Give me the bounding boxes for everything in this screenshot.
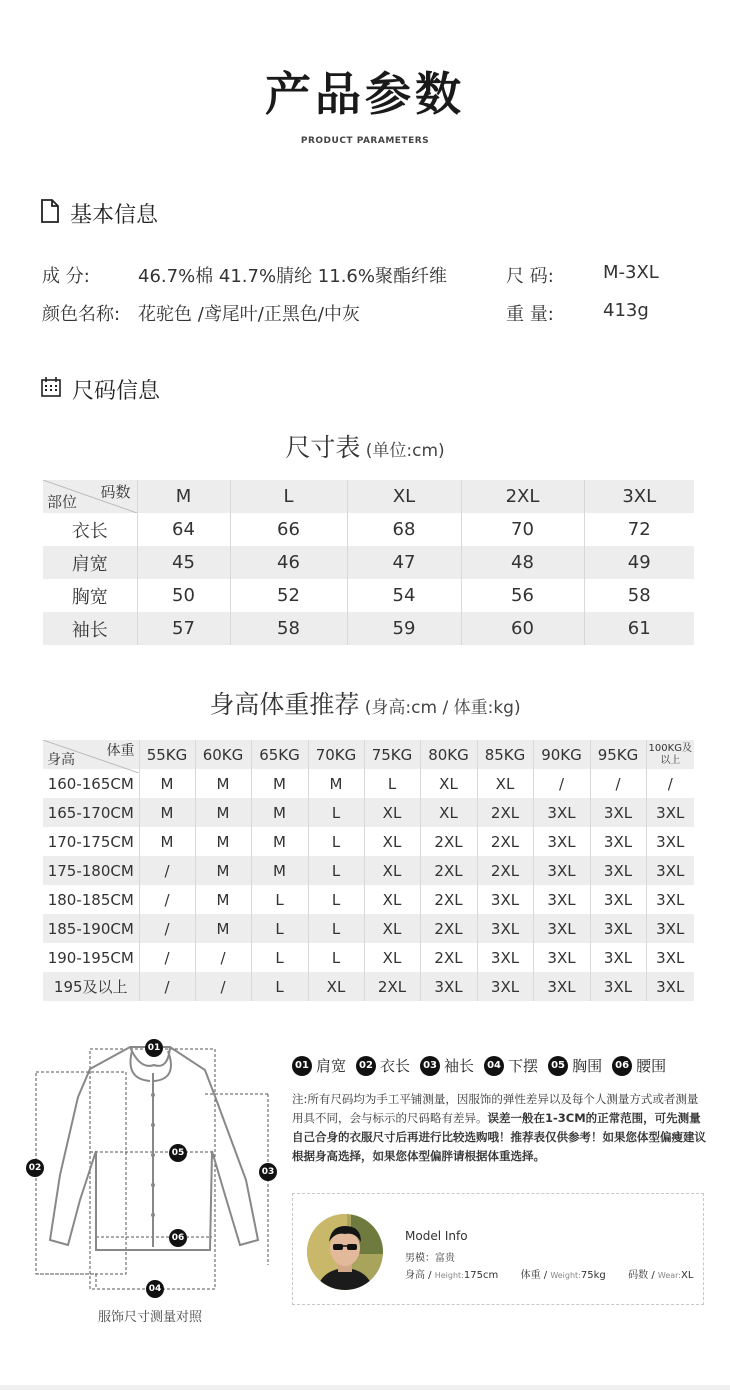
size-col-header: 3XL <box>584 480 694 513</box>
recommend-cell: 3XL <box>533 972 590 1001</box>
model-height-label: 身高 / <box>405 1270 435 1281</box>
recommend-cell: L <box>308 914 364 943</box>
recommend-cell: XL <box>364 856 420 885</box>
recommend-cell: M <box>251 856 308 885</box>
model-weight: 75kg <box>580 1270 606 1281</box>
recommend-cell: 2XL <box>477 856 533 885</box>
size-cell: 46 <box>230 546 347 579</box>
legend-item <box>484 1055 538 1076</box>
recommend-cell: L <box>251 943 308 972</box>
recommend-cell: XL <box>364 885 420 914</box>
size-info-heading <box>40 374 160 405</box>
recommend-cell: M <box>195 885 251 914</box>
recommend-cell: XL <box>477 769 533 798</box>
marker-04: 04 <box>146 1280 164 1298</box>
table-row <box>43 972 694 1001</box>
color-label: 颜色名称: <box>42 304 121 325</box>
recommend-cell: / <box>533 769 590 798</box>
recommend-cell: 3XL <box>477 972 533 1001</box>
weight-col-header: 85KG <box>477 740 533 769</box>
recommend-cell: / <box>139 856 195 885</box>
note-normal: 注:所有尺码均为手工平铺测量，因服饰的弹性差异以及每个人测量方式或者测量用具不同，会与标示的尺码略有差异。 <box>292 1092 699 1125</box>
recommend-cell: 3XL <box>646 914 694 943</box>
recommend-cell: 2XL <box>477 827 533 856</box>
marker-06: 06 <box>169 1229 187 1247</box>
marker-05: 05 <box>169 1144 187 1162</box>
table-row <box>43 914 694 943</box>
recommend-cell: 3XL <box>590 856 646 885</box>
recommend-cell: 3XL <box>646 972 694 1001</box>
recommend-cell: L <box>364 769 420 798</box>
recommend-cell: 3XL <box>420 972 477 1001</box>
recommend-cell: XL <box>364 943 420 972</box>
recommend-cell: 3XL <box>590 943 646 972</box>
garment-diagram <box>20 1035 290 1305</box>
page-subtitle: PRODUCT PARAMETERS <box>300 136 430 146</box>
basic-info-title: 基本信息 <box>70 203 159 228</box>
model-info-card <box>292 1193 704 1305</box>
recommend-cell: L <box>308 798 364 827</box>
weight-col-header: 80KG <box>420 740 477 769</box>
recommend-cell: M <box>195 769 251 798</box>
recommend-cell: 3XL <box>533 885 590 914</box>
height-row-label: 175-180CM <box>43 856 139 885</box>
legend-item <box>292 1055 346 1076</box>
composition-value: 46.7%棉 41.7%腈纶 11.6%聚酯纤维 <box>138 266 447 287</box>
weight-col-header: 90KG <box>533 740 590 769</box>
size-cell: 45 <box>137 546 230 579</box>
size-cell: 66 <box>230 513 347 546</box>
recommend-cell: / <box>195 972 251 1001</box>
recommend-cell: 3XL <box>533 798 590 827</box>
recommend-cell: 3XL <box>646 798 694 827</box>
recommend-cell: XL <box>364 798 420 827</box>
size-cell: 68 <box>347 513 461 546</box>
weight-col-header: 65KG <box>251 740 308 769</box>
size-label: 尺 码: <box>506 266 554 287</box>
calendar-icon <box>40 376 62 404</box>
weight-col-last-line1: 100KG及 <box>648 742 692 754</box>
recommend-cell: / <box>646 769 694 798</box>
legend-num: 01 <box>292 1056 312 1076</box>
recommend-cell: XL <box>308 972 364 1001</box>
recommend-cell: XL <box>364 914 420 943</box>
height-row-label: 195及以上 <box>43 972 139 1001</box>
model-weight-label: 体重 / <box>520 1270 551 1281</box>
size-cell: 56 <box>461 579 584 612</box>
model-avatar <box>307 1214 383 1290</box>
table-row <box>43 612 694 645</box>
recommend-cell: M <box>139 827 195 856</box>
recommend-cell: XL <box>364 827 420 856</box>
size-table-unit: (单位:cm) <box>365 441 445 461</box>
model-info-title: Model Info <box>405 1229 468 1243</box>
marker-03: 03 <box>259 1163 277 1181</box>
legend-item <box>420 1055 474 1076</box>
size-table-corner-bottom: 部位 <box>47 493 78 511</box>
legend-num: 03 <box>420 1056 440 1076</box>
recommend-cell: 2XL <box>420 885 477 914</box>
recommend-cell: 3XL <box>477 943 533 972</box>
recommend-table <box>43 740 694 1001</box>
recommend-cell: XL <box>420 798 477 827</box>
recommend-cell: XL <box>420 769 477 798</box>
legend-label: 胸围 <box>572 1057 603 1075</box>
size-cell: 54 <box>347 579 461 612</box>
recommend-cell: 3XL <box>646 943 694 972</box>
legend-label: 下摆 <box>508 1057 539 1075</box>
model-size: XL <box>680 1270 694 1281</box>
recommend-cell: 3XL <box>646 856 694 885</box>
recommend-cell: M <box>308 769 364 798</box>
recommend-cell: 3XL <box>477 914 533 943</box>
legend-label: 袖长 <box>444 1057 475 1075</box>
table-row <box>43 579 694 612</box>
size-row-label: 袖长 <box>43 612 137 645</box>
size-cell: 60 <box>461 612 584 645</box>
table-row <box>43 885 694 914</box>
recommend-cell: 3XL <box>590 827 646 856</box>
size-col-header: XL <box>347 480 461 513</box>
recommend-cell: M <box>195 856 251 885</box>
size-cell: 48 <box>461 546 584 579</box>
table-row <box>43 856 694 885</box>
size-cell: 47 <box>347 546 461 579</box>
legend-num: 02 <box>356 1056 376 1076</box>
size-cell: 49 <box>584 546 694 579</box>
recommend-cell: / <box>590 769 646 798</box>
height-row-label: 180-185CM <box>43 885 139 914</box>
model-name: 富贵 <box>435 1253 455 1264</box>
recommend-cell: 3XL <box>646 827 694 856</box>
table-row <box>43 943 694 972</box>
recommend-cell: / <box>139 885 195 914</box>
model-size-en: Wear: <box>657 1271 681 1280</box>
legend-label: 肩宽 <box>316 1057 347 1075</box>
model-name-label: 男模： <box>405 1253 435 1264</box>
legend-label: 腰围 <box>636 1057 667 1075</box>
height-row-label: 160-165CM <box>43 769 139 798</box>
recommend-cell: M <box>195 827 251 856</box>
recommend-cell: / <box>139 914 195 943</box>
recommend-cell: 2XL <box>420 943 477 972</box>
recommend-cell: M <box>251 798 308 827</box>
recommend-title-text: 身高体重推荐 <box>209 690 360 719</box>
model-weight-en: Weight: <box>550 1271 581 1280</box>
recommend-cell: 3XL <box>590 885 646 914</box>
measurement-note <box>292 1090 706 1166</box>
weight-col-header: 70KG <box>308 740 364 769</box>
page-title: 产品参数 <box>265 67 465 121</box>
recommend-cell: 2XL <box>364 972 420 1001</box>
weight-col-header: 60KG <box>195 740 251 769</box>
weight-col-header-last <box>646 740 694 769</box>
size-col-header: M <box>137 480 230 513</box>
recommend-cell: 3XL <box>646 885 694 914</box>
recommend-cell: L <box>308 943 364 972</box>
diagram-caption: 服饰尺寸测量对照 <box>97 1310 202 1325</box>
legend-item <box>612 1055 666 1076</box>
recommend-cell: 2XL <box>420 827 477 856</box>
weight-label: 重 量: <box>506 304 554 325</box>
legend-label: 衣长 <box>380 1057 411 1075</box>
note-bold: 误差一般在1-3CM的正常范围，可先测量自己合身的衣服尺寸后再进行比较选购哦！推荐表仅供参考！如果您体型偏瘦建议根据身高选择，如果您体型偏胖请根据体重选择。 <box>292 1111 706 1163</box>
recommend-cell: 3XL <box>477 885 533 914</box>
recommend-cell: 3XL <box>533 943 590 972</box>
legend-num: 04 <box>484 1056 504 1076</box>
legend-item <box>548 1055 602 1076</box>
table-row <box>43 827 694 856</box>
recommend-cell: M <box>251 769 308 798</box>
size-cell: 64 <box>137 513 230 546</box>
recommend-corner-bottom: 身高 <box>47 752 75 768</box>
legend-item <box>356 1055 410 1076</box>
recommend-cell: L <box>308 827 364 856</box>
marker-01: 01 <box>145 1039 163 1057</box>
size-cell: 58 <box>230 612 347 645</box>
size-table-title <box>0 428 730 464</box>
recommend-cell: 3XL <box>590 798 646 827</box>
weight-col-header: 75KG <box>364 740 420 769</box>
size-col-header: 2XL <box>461 480 584 513</box>
weight-value: 413g <box>603 300 649 321</box>
size-table <box>43 480 694 645</box>
recommend-cell: L <box>251 914 308 943</box>
size-cell: 58 <box>584 579 694 612</box>
recommend-cell: L <box>308 856 364 885</box>
recommend-cell: M <box>195 914 251 943</box>
recommend-cell: 3XL <box>533 827 590 856</box>
size-cell: 61 <box>584 612 694 645</box>
recommend-cell: M <box>139 798 195 827</box>
size-cell: 57 <box>137 612 230 645</box>
model-size-label: 码数 / <box>628 1270 658 1281</box>
recommend-cell: 3XL <box>590 914 646 943</box>
size-row-label: 胸宽 <box>43 579 137 612</box>
recommend-cell: M <box>139 769 195 798</box>
size-table-corner <box>43 480 137 513</box>
recommend-cell: 3XL <box>590 972 646 1001</box>
weight-col-header: 55KG <box>139 740 195 769</box>
recommend-cell: 2XL <box>420 914 477 943</box>
recommend-cell: 2XL <box>477 798 533 827</box>
height-row-label: 170-175CM <box>43 827 139 856</box>
recommend-cell: M <box>195 798 251 827</box>
size-row-label: 肩宽 <box>43 546 137 579</box>
recommend-cell: M <box>251 827 308 856</box>
recommend-cell: L <box>251 972 308 1001</box>
size-info-title: 尺码信息 <box>72 379 161 404</box>
size-cell: 59 <box>347 612 461 645</box>
model-name-line <box>405 1249 455 1264</box>
legend-num: 05 <box>548 1056 568 1076</box>
marker-02: 02 <box>26 1159 44 1177</box>
recommend-cell: 3XL <box>533 856 590 885</box>
model-height-en: Height: <box>434 1271 464 1280</box>
height-row-label: 165-170CM <box>43 798 139 827</box>
model-stats-line <box>405 1266 693 1281</box>
recommend-cell: 2XL <box>420 856 477 885</box>
recommend-cell: L <box>308 885 364 914</box>
size-row-label: 衣长 <box>43 513 137 546</box>
weight-col-last-line2: 以上 <box>660 754 681 766</box>
table-row <box>43 769 694 798</box>
document-icon <box>40 199 60 229</box>
bottom-divider <box>0 1385 730 1390</box>
recommend-cell: / <box>139 972 195 1001</box>
size-table-corner-top: 码数 <box>100 483 131 501</box>
composition-label: 成 分: <box>42 266 90 287</box>
height-row-label: 190-195CM <box>43 943 139 972</box>
model-height: 175cm <box>463 1270 499 1281</box>
table-row <box>43 798 694 827</box>
recommend-cell: 3XL <box>533 914 590 943</box>
legend-num: 06 <box>612 1056 632 1076</box>
table-row <box>43 513 694 546</box>
size-cell: 52 <box>230 579 347 612</box>
recommend-title <box>0 685 730 721</box>
weight-col-header: 95KG <box>590 740 646 769</box>
measure-legend <box>292 1055 666 1076</box>
recommend-table-corner <box>43 740 139 769</box>
size-cell: 50 <box>137 579 230 612</box>
table-row <box>43 546 694 579</box>
size-table-title-text: 尺寸表 <box>285 433 361 462</box>
recommend-cell: / <box>139 943 195 972</box>
size-value: M-3XL <box>603 262 659 283</box>
recommend-corner-top: 体重 <box>106 743 135 759</box>
size-cell: 72 <box>584 513 694 546</box>
size-cell: 70 <box>461 513 584 546</box>
recommend-cell: L <box>251 885 308 914</box>
color-value: 花驼色 /鸢尾叶/正黑色/中灰 <box>138 304 360 325</box>
recommend-unit: (身高:cm / 体重:kg) <box>364 698 521 718</box>
height-row-label: 185-190CM <box>43 914 139 943</box>
recommend-cell: / <box>195 943 251 972</box>
basic-info-heading <box>40 198 158 229</box>
size-col-header: L <box>230 480 347 513</box>
